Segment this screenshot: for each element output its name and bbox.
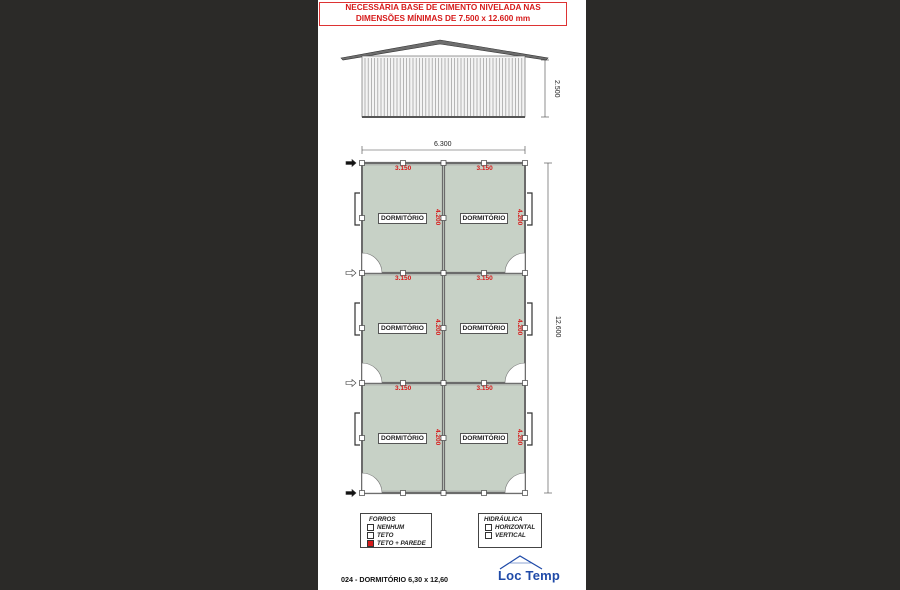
structural-post (360, 436, 365, 441)
entry-arrow-icon (346, 270, 356, 277)
legend-hidraulica (478, 513, 542, 548)
legend-hidraulica-label: HORIZONTAL (495, 523, 536, 531)
legend-forros-label: NENHUM (377, 523, 405, 531)
structural-post (441, 381, 446, 386)
structural-post (360, 326, 365, 331)
length-dimension (544, 163, 552, 493)
company-logo: Loc Temp (498, 568, 561, 583)
entry-arrow-icon (346, 160, 356, 167)
room-width-label: 3.150 (395, 275, 412, 282)
checkbox-checked-icon (367, 540, 374, 547)
legend-forros-item (367, 531, 431, 539)
elevation-base (362, 116, 525, 118)
structural-post (482, 491, 487, 496)
structural-post (441, 326, 446, 331)
structural-post (441, 271, 446, 276)
room-length-label: 4.200 (434, 209, 441, 226)
structural-post (523, 271, 528, 276)
legend-hidraulica-item (485, 531, 541, 539)
room-label: DORMITÓRIO (378, 323, 427, 334)
checkbox-icon (367, 524, 374, 531)
structural-post (523, 436, 528, 441)
structural-post (523, 491, 528, 496)
room-label: DORMITÓRIO (460, 213, 509, 224)
legend-hidraulica-label: VERTICAL (495, 531, 526, 539)
structural-post (441, 216, 446, 221)
room-length-label: 4.200 (434, 319, 441, 336)
structural-post (360, 271, 365, 276)
legend-hidraulica-title: HIDRÁULICA (484, 516, 523, 523)
structural-post (360, 216, 365, 221)
entry-arrow-icon (346, 490, 356, 497)
room-width-label: 3.150 (476, 165, 493, 172)
entry-arrow-icon (346, 380, 356, 387)
drawing-caption: 024 - DORMITÓRIO 6,30 x 12,60 (341, 575, 449, 584)
legend-forros-title: FORROS (369, 516, 396, 523)
foundation-note-line2: DIMENSÕES MÍNIMAS DE 7.500 x 12.600 mm (355, 13, 531, 23)
structural-post (523, 326, 528, 331)
room-width-label: 3.150 (476, 275, 493, 282)
legend-forros-item (367, 523, 431, 531)
room-length-label: 4.200 (515, 429, 523, 446)
structural-post (523, 161, 528, 166)
structural-post (441, 436, 446, 441)
legend-forros (360, 513, 432, 548)
room-label: DORMITÓRIO (378, 433, 427, 444)
room-label: DORMITÓRIO (460, 433, 509, 444)
room-length-label: 4.200 (515, 209, 523, 226)
checkbox-icon (367, 532, 374, 539)
structural-post (360, 491, 365, 496)
front-elevation (341, 40, 549, 118)
structural-post (523, 216, 528, 221)
total-length-label: 12.600 (554, 316, 561, 338)
room-label: DORMITÓRIO (378, 213, 427, 224)
room-width-label: 3.150 (476, 385, 493, 392)
structural-post (523, 381, 528, 386)
checkbox-icon (485, 532, 492, 539)
room-label: DORMITÓRIO (460, 323, 509, 334)
legend-forros-item (367, 539, 431, 547)
legend-forros-label: TETO + PAREDE (377, 539, 426, 547)
legend-hidraulica-item (485, 523, 541, 531)
total-width-label: 6.300 (434, 141, 452, 148)
room-length-label: 4.200 (434, 429, 441, 446)
structural-post (360, 161, 365, 166)
structural-post (360, 381, 365, 386)
structural-post (441, 491, 446, 496)
room-length-label: 4.200 (515, 319, 523, 336)
structural-post (401, 491, 406, 496)
height-label: 2.500 (553, 80, 560, 98)
checkbox-icon (485, 524, 492, 531)
elevation-wall (362, 56, 525, 117)
legend-forros-label: TETO (377, 531, 394, 539)
structural-post (441, 161, 446, 166)
room-width-label: 3.150 (395, 165, 412, 172)
foundation-note-line1: NECESSÁRIA BASE DE CIMENTO NIVELADA NAS (345, 3, 541, 12)
room-width-label: 3.150 (395, 385, 412, 392)
